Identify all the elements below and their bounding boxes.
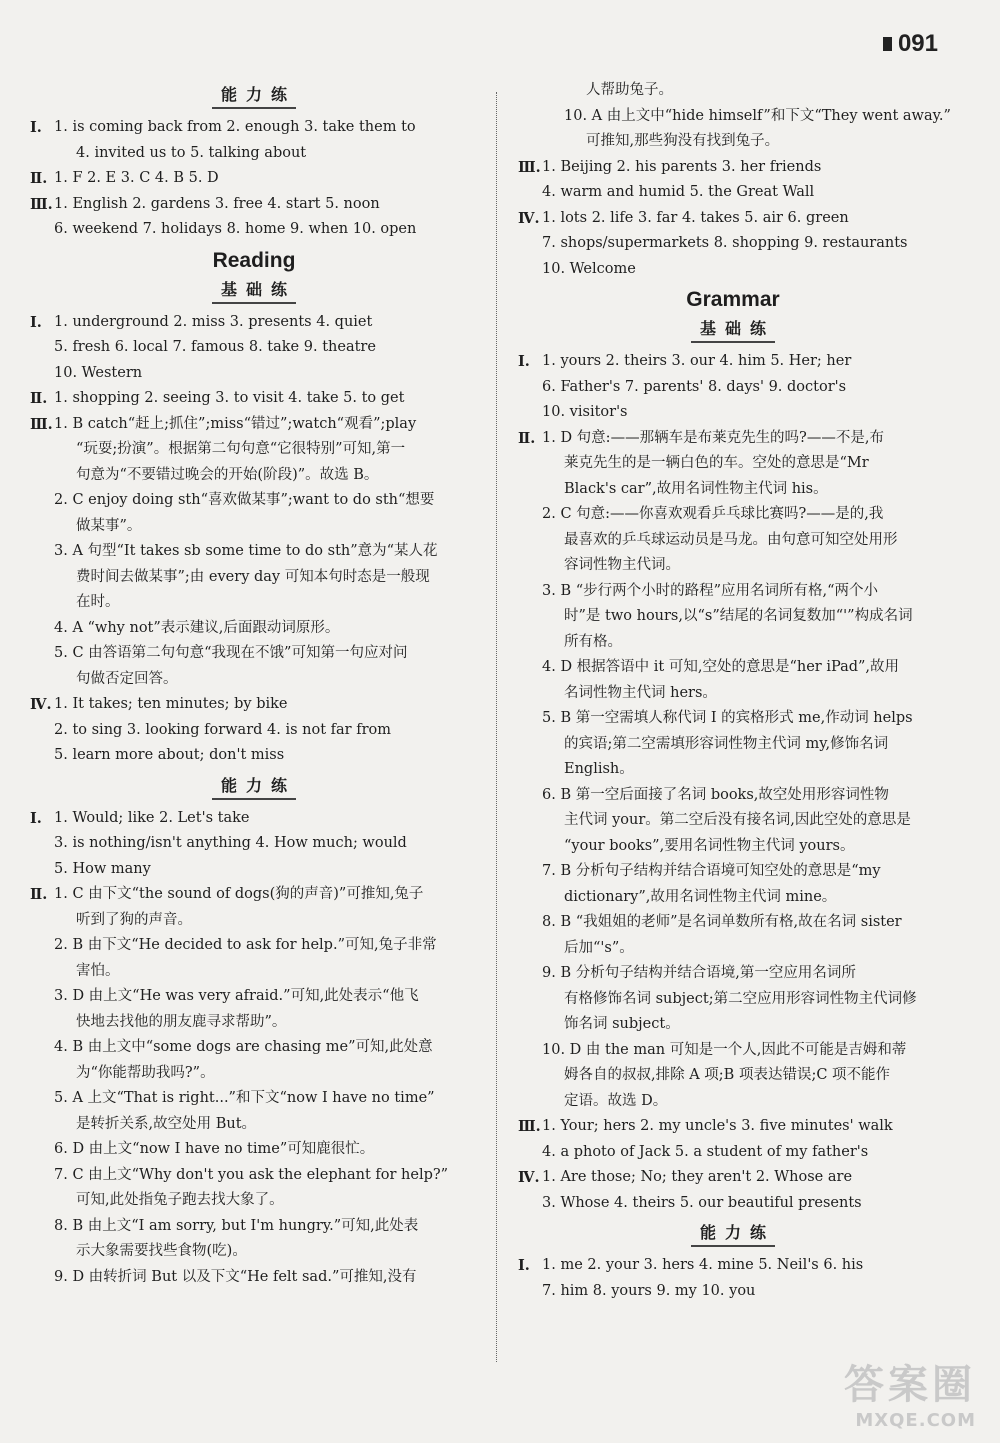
answer-line: 10. A 由上文中“hide himself”和下文“They went away.” [564, 107, 951, 124]
answer-line: 句意为“不要错过晚会的开始(阶段)”。故选 B。 [76, 466, 379, 483]
answer-line: 人帮助兔子。 [586, 82, 673, 98]
answer-line: 1. me 2. your 3. hers 4. mine 5. Neil's 6. his [542, 1257, 864, 1273]
answer-line: 的宾语;第二空需填形容词性物主代词 my,修饰名词 [564, 735, 889, 752]
answer-line: 1. Beijing 2. his parents 3. her friends [542, 158, 822, 175]
subsection-title: 能力练 [518, 1220, 948, 1247]
answer-line: 定语。故选 D。 [564, 1092, 668, 1109]
group-label: Ⅱ. [518, 429, 536, 447]
answer-line: 8. B “我姐姐的老师”是名词单数所有格,故在名词 sister [542, 914, 902, 930]
answer-line: 时”是 two hours,以“s”结尾的名词复数加“'”构成名词 [564, 608, 913, 624]
answer-line: 姆各自的叔叔,排除 A 项;B 项表达错误;C 项不能作 [564, 1067, 891, 1083]
answer-line: 可知,此处指兔子跑去找大象了。 [76, 1192, 284, 1208]
answer-line: 是转折关系,故空处用 But。 [76, 1115, 257, 1132]
answer-group [518, 1114, 948, 1165]
subsection-title: 基础练 [30, 277, 478, 304]
answer-line: 莱克先生的是一辆白色的车。空处的意思是“Mr [564, 455, 869, 471]
answer-line: 听到了狗的声音。 [76, 911, 192, 928]
answer-line: 6. Father's 7. parents' 8. days' 9. doctor's [542, 378, 847, 395]
answer-line: 7. shops/supermarkets 8. shopping 9. restaurants [542, 235, 908, 251]
answer-group [30, 806, 478, 883]
answer-line: 5. learn more about; don't miss [54, 747, 285, 763]
group-label: Ⅲ. [30, 415, 53, 433]
group-label: Ⅰ. [518, 353, 530, 370]
answer-line: 2. C 句意:——你喜欢观看乒乓球比赛吗?——是的,我 [542, 506, 884, 522]
answer-line: 1. lots 2. life 3. far 4. takes 5. air 6. green [542, 209, 849, 226]
answer-line: 1. Are those; No; they aren't 2. Whose are [542, 1169, 853, 1185]
answer-line: 快地去找他的朋友鹿寻求帮助”。 [76, 1013, 287, 1030]
answer-line: 1. D 句意:——那辆车是布莱克先生的吗?——不是,布 [542, 429, 884, 446]
answer-line: 7. B 分析句子结构并结合语境可知空处的意思是“my [542, 863, 881, 879]
group-label: Ⅰ. [30, 313, 42, 331]
answer-line: 2. C enjoy doing sth“喜欢做某事”;want to do sth“想要 [54, 492, 435, 508]
answer-line: Black's car”,故用名词性物主代词 his。 [564, 480, 828, 497]
answer-line: 1. Would; like 2. Let's take [54, 809, 250, 826]
answer-line: 3. D 由上文“He was very afraid.”可知,此处表示“他飞 [54, 988, 419, 1004]
answer-line: 主代词 your。第二空后没有接名词,因此空处的意思是 [564, 812, 911, 828]
answer-group [30, 115, 478, 166]
group-label: Ⅳ. [30, 696, 52, 713]
answer-line: 1. shopping 2. seeing 3. to visit 4. take 5. to get [54, 390, 405, 406]
answer-line: 7. C 由上文“Why don't you ask the elephant for help?” [54, 1166, 449, 1183]
answer-line: 句做否定回答。 [76, 670, 178, 687]
answer-line: 7. him 8. yours 9. my 10. you [542, 1282, 756, 1299]
answer-line: 3. B “步行两个小时的路程”应用名词所有格,“两个小 [542, 582, 879, 599]
answer-line: 10. visitor's [542, 404, 628, 420]
answer-line: 6. weekend 7. holidays 8. home 9. when 10. open [54, 221, 417, 237]
answer-line: 10. D 由 the man 可知是一个人,因此不可能是吉姆和蒂 [542, 1041, 907, 1058]
answer-line: 5. A 上文“That is right...”和下文“now I have no time” [54, 1090, 435, 1106]
answer-line: 1. yours 2. theirs 3. our 4. him 5. Her; her [542, 353, 852, 369]
group-label: Ⅳ. [518, 209, 540, 227]
page-marker-icon [883, 37, 892, 51]
answer-line: 3. is nothing/isn't anything 4. How much; would [54, 835, 407, 851]
group-label: Ⅲ. [30, 195, 53, 213]
answer-line: 10. Welcome [542, 260, 636, 277]
answer-line: 1. B catch“赶上;抓住”;miss“错过”;watch“观看”;play [54, 415, 417, 432]
answer-line: 5. How many [54, 860, 151, 877]
answer-line: 9. B 分析句子结构并结合语境,第一空应用名词所 [542, 965, 856, 981]
section-title: Reading [212, 248, 296, 272]
answer-group [30, 310, 478, 387]
answer-line: 在时。 [76, 594, 120, 610]
group-label: Ⅱ. [30, 390, 48, 407]
answer-group [30, 192, 478, 243]
answer-line: “玩耍;扮演”。根据第二句句意“它很特别”可知,第一 [76, 441, 406, 457]
answer-line: English。 [564, 761, 634, 777]
answer-group [30, 882, 478, 1290]
group-label: Ⅲ. [518, 1118, 541, 1135]
subsection-title: 基础练 [518, 316, 948, 343]
subsection-title: 能力练 [30, 82, 478, 109]
group-label: Ⅱ. [30, 886, 48, 903]
answer-line: 1. It takes; ten minutes; by bike [54, 696, 288, 712]
answer-line: 后加“'s”。 [564, 939, 634, 956]
answer-line: 名词性物主代词 hers。 [564, 684, 717, 701]
answer-line: 有格修饰名词 subject;第二空应用形容词性物主代词修 [564, 990, 917, 1007]
answer-group [518, 426, 948, 1115]
answer-line: 所有格。 [564, 633, 622, 650]
answer-line: 害怕。 [76, 962, 120, 979]
group-label: Ⅰ. [30, 809, 42, 827]
left-column [30, 78, 478, 1290]
answer-line: dictionary”,故用名词性物主代词 mine。 [564, 888, 837, 905]
answer-group [30, 412, 478, 693]
answer-line: 1. underground 2. miss 3. presents 4. quiet [54, 313, 373, 330]
answer-group [518, 349, 948, 426]
answer-line: 5. fresh 6. local 7. famous 8. take 9. theatre [54, 339, 376, 355]
watermark: 答案圈 MXQE.COM [844, 1362, 976, 1431]
answer-line: 费时间去做某事”;由 every day 可知本句时态是一般现 [76, 568, 430, 585]
right-column [518, 78, 951, 1304]
answer-group [30, 386, 478, 412]
answer-line: 4. warm and humid 5. the Great Wall [542, 184, 815, 200]
group-label: Ⅱ. [30, 170, 48, 187]
answer-line: 1. is coming back from 2. enough 3. take them to [54, 119, 416, 135]
answer-line: 1. English 2. gardens 3. free 4. start 5. noon [54, 195, 380, 212]
answer-group [518, 1165, 948, 1216]
group-label: Ⅰ. [518, 1257, 530, 1274]
answer-line: 做某事”。 [76, 517, 142, 534]
answer-group [518, 206, 948, 283]
answer-line: 最喜欢的乒乓球运动员是马龙。由句意可知空处用形 [564, 531, 898, 548]
group-label: Ⅳ. [518, 1169, 540, 1186]
answer-line: 4. A “why not”表示建议,后面跟动词原形。 [54, 619, 340, 636]
group-label [518, 78, 542, 155]
answer-group [30, 166, 478, 192]
answer-line: 5. B 第一空需填人称代词 I 的宾格形式 me,作动词 helps [542, 710, 913, 726]
column-divider [496, 92, 497, 1362]
answer-line: 为“你能帮助我吗?”。 [76, 1064, 215, 1081]
answer-group [30, 692, 478, 769]
answer-line: 饰名词 subject。 [564, 1016, 680, 1032]
group-label: Ⅰ. [30, 119, 42, 136]
answer-line: 8. B 由上文“I am sorry, but I'm hungry.”可知,此处表 [54, 1217, 419, 1234]
answer-line: 2. B 由下文“He decided to ask for help.”可知,兔子非常 [54, 937, 437, 953]
answer-line: 6. B 第一空后面接了名词 books,故空处用形容词性物 [542, 786, 889, 803]
answer-line: 1. F 2. E 3. C 4. B 5. D [54, 170, 219, 186]
answer-line: 可推知,那些狗没有找到兔子。 [586, 133, 780, 149]
group-label: Ⅲ. [518, 158, 541, 176]
answer-line: 4. B 由上文中“some dogs are chasing me”可知,此处意 [54, 1039, 433, 1055]
answer-line: 1. C 由下文“the sound of dogs(狗的声音)”可推知,兔子 [54, 886, 424, 902]
answer-group [518, 78, 951, 155]
answer-line: 9. D 由转折词 But 以及下文“He felt sad.”可推知,没有 [54, 1268, 417, 1285]
answer-line: 容词性物主代词。 [564, 557, 680, 573]
answer-line: 示大象需要找些食物(吃)。 [76, 1243, 247, 1259]
answer-line: “your books”,要用名词性物主代词 yours。 [564, 837, 855, 854]
answer-line: 5. C 由答语第二句句意“我现在不饿”可知第一句应对问 [54, 645, 408, 661]
answer-line: 1. Your; hers 2. my uncle's 3. five minutes' walk [542, 1118, 893, 1134]
answer-group [518, 155, 948, 206]
answer-line: 2. to sing 3. looking forward 4. is not far from [54, 721, 391, 738]
answer-line: 4. invited us to 5. talking about [76, 144, 307, 161]
section-title: Grammar [686, 288, 780, 311]
answer-line: 3. Whose 4. theirs 5. our beautiful presents [542, 1194, 862, 1211]
subsection-title: 能力练 [30, 773, 478, 800]
answer-line: 3. A 句型“It takes sb some time to do sth”意为“某人花 [54, 543, 438, 559]
answer-line: 4. a photo of Jack 5. a student of my father's [542, 1143, 869, 1160]
answer-line: 4. D 根据答语中 it 可知,空处的意思是“her iPad”,故用 [542, 659, 900, 675]
page-number: 091 [883, 30, 938, 58]
answer-line: 6. D 由上文“now I have no time”可知鹿很忙。 [54, 1141, 375, 1157]
answer-group [518, 1253, 948, 1304]
answer-line: 10. Western [54, 364, 143, 381]
